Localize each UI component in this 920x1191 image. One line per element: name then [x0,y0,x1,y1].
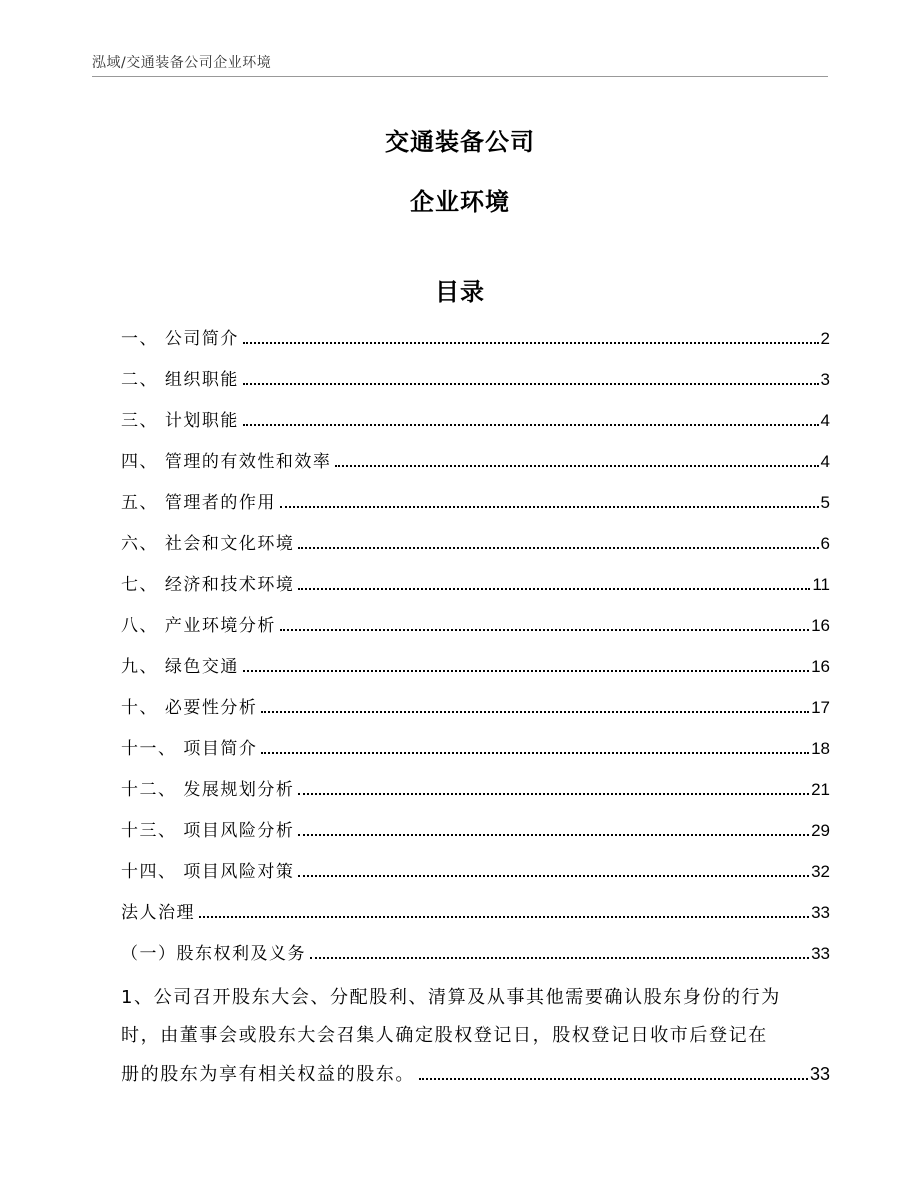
toc-entry-page: 4 [820,452,830,471]
toc-leader-dots [419,1077,808,1080]
toc-leader-dots [243,382,819,385]
toc-entry[interactable] [121,895,830,936]
toc-leader-dots [280,628,809,631]
toc-leader-dots [298,587,810,590]
toc-entry[interactable] [121,690,830,731]
toc-entry-page: 21 [811,780,830,799]
toc-entry-page: 5 [820,493,830,512]
toc-entry[interactable] [121,731,830,772]
toc-entry-label: 十一、 项目简介 [121,739,258,759]
toc-entry-page: 16 [811,657,830,676]
toc-long-line-3: 册的股东为享有相关权益的股东。 [121,1064,415,1085]
toc-entry-long[interactable] [121,979,830,1093]
toc-entry[interactable] [121,321,830,362]
toc-entry-label: 四、 管理的有效性和效率 [121,452,332,472]
toc-leader-dots [298,833,809,836]
toc-long-line-1: 1、公司召开股东大会、分配股利、清算及从事其他需要确认股东身份的行为 [121,987,781,1008]
toc-entry-label: 十、 必要性分析 [121,698,258,718]
toc-entry[interactable] [121,608,830,649]
document-title: 交通装备公司 [385,128,535,156]
toc-leader-dots [243,423,819,426]
toc-entry-label: 五、 管理者的作用 [121,493,276,513]
toc-entry-page: 17 [811,698,830,717]
header-divider [92,76,828,77]
table-of-contents [121,321,830,1093]
toc-entry-label: 九、 绿色交通 [121,657,239,677]
toc-entry[interactable] [121,526,830,567]
toc-entry-label: 一、 公司简介 [121,329,239,349]
toc-entry-label: 十三、 项目风险分析 [121,821,295,841]
toc-entry[interactable] [121,485,830,526]
toc-entry-page: 18 [811,739,830,758]
toc-entry-page: 29 [811,821,830,840]
toc-leader-dots [243,669,809,672]
toc-leader-dots [261,751,809,754]
toc-entry[interactable] [121,649,830,690]
toc-entry[interactable] [121,444,830,485]
toc-entry[interactable] [121,813,830,854]
toc-entry-page: 32 [811,862,830,881]
toc-entry-page: 4 [820,411,830,430]
toc-entry-label: 十二、 发展规划分析 [121,780,295,800]
toc-entry[interactable] [121,567,830,608]
toc-leader-dots [199,915,809,918]
toc-leader-dots [280,505,819,508]
toc-entry-label: 七、 经济和技术环境 [121,575,295,595]
toc-entry-label: 二、 组织职能 [121,370,239,390]
toc-entry[interactable] [121,362,830,403]
toc-entry-page: 33 [811,944,830,963]
toc-entry-label: （一）股东权利及义务 [121,944,306,964]
toc-entry-page: 16 [811,616,830,635]
toc-long-line-2: 时，由董事会或股东大会召集人确定股权登记日，股权登记日收市后登记在 [121,1025,768,1046]
toc-entry-page: 2 [820,329,830,348]
toc-entry-label: 三、 计划职能 [121,411,239,431]
toc-entry-page: 33 [811,903,830,922]
toc-entry-label: 八、 产业环境分析 [121,616,276,636]
toc-entry-label: 六、 社会和文化环境 [121,534,295,554]
toc-entry-page: 11 [812,575,830,594]
toc-long-last-line [121,1055,830,1093]
toc-leader-dots [261,710,809,713]
toc-entry[interactable] [121,772,830,813]
toc-leader-dots [298,792,809,795]
toc-heading: 目录 [435,278,485,306]
toc-leader-dots [298,546,818,549]
toc-leader-dots [298,874,809,877]
toc-entry-label: 十四、 项目风险对策 [121,862,295,882]
toc-entry[interactable] [121,854,830,895]
toc-entry-page: 33 [809,1064,830,1084]
toc-leader-dots [335,464,818,467]
toc-entry[interactable] [121,936,830,977]
running-header: 泓域/交通装备公司企业环境 [92,55,272,71]
toc-leader-dots [243,341,819,344]
toc-entry[interactable] [121,403,830,444]
toc-entry-page: 3 [820,370,830,389]
toc-entry-label: 法人治理 [121,903,195,923]
document-subtitle: 企业环境 [410,188,510,216]
toc-entry-page: 6 [820,534,830,553]
toc-leader-dots [310,956,809,959]
